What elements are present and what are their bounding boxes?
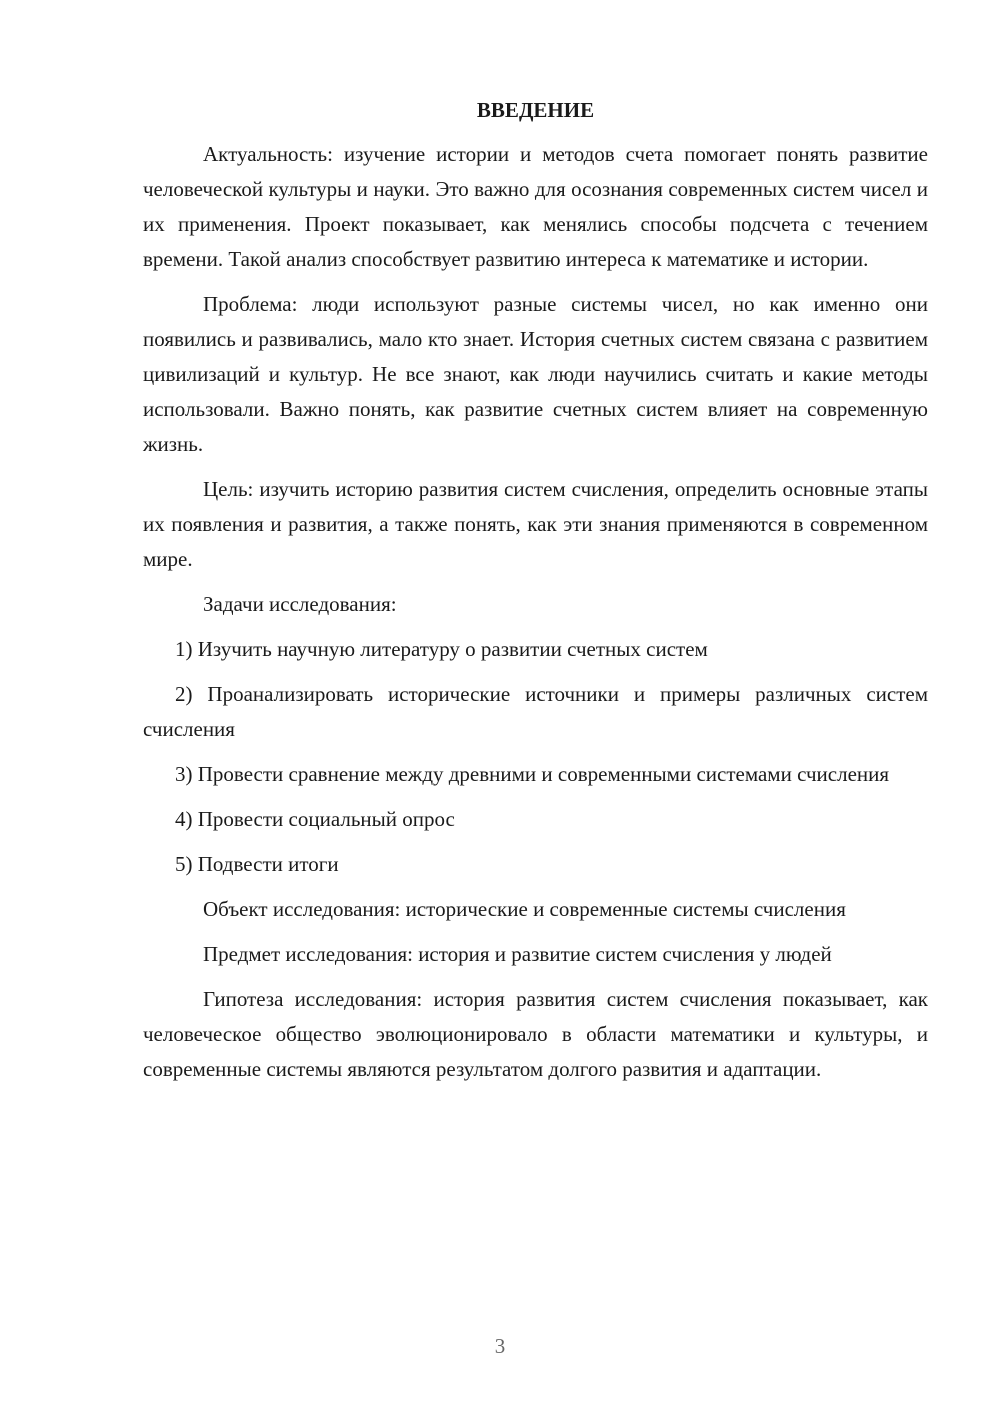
relevance-paragraph: Актуальность: изучение истории и методов счета помогает понять развитие человеческой культуры и науки. Это важно для осознания современных систем чисел и их применения. Проект показывает, как менялись способы подсчета с течением времени. Такой анализ способствует развитию интереса к математике и истории. [143, 142, 928, 271]
hypothesis-paragraph: Гипотеза исследования: история развития систем счисления показывает, как человеческое общество эволюционировало в области математики и культуры, и современные системы являются результатом долгого развития и адаптации. [143, 987, 928, 1081]
list-item: 5) Подвести итоги [175, 852, 339, 876]
document-page [143, 95, 928, 1097]
list-item: 2) Проанализировать исторические источники и примеры различных систем счисления [143, 682, 928, 741]
list-item: 1) Изучить научную литературу о развитии счетных систем [175, 637, 708, 661]
section-heading: ВВЕДЕНИЕ [476, 98, 595, 122]
list-item: 4) Провести социальный опрос [175, 807, 455, 831]
problem-paragraph: Проблема: люди используют разные системы чисел, но как именно они появились и развивались, мало кто знает. История счетных систем связана с развитием цивилизаций и культур. Не все знают, как люди научились считать и какие методы использовали. Важно понять, как развитие счетных систем влияет на современную жизнь. [143, 292, 928, 456]
list-item: 3) Провести сравнение между древними и современными системами счисления [175, 762, 890, 786]
subject-paragraph: Предмет исследования: история и развитие систем счисления у людей [203, 942, 832, 966]
object-paragraph: Объект исследования: исторические и современные системы счисления [203, 897, 846, 921]
page-number: 3 [494, 1334, 506, 1358]
tasks-heading: Задачи исследования: [203, 592, 397, 616]
tasks-list [143, 632, 928, 882]
goal-paragraph: Цель: изучить историю развития систем счисления, определить основные этапы их появления и развития, а также понять, как эти знания применяются в современном мире. [143, 477, 928, 571]
